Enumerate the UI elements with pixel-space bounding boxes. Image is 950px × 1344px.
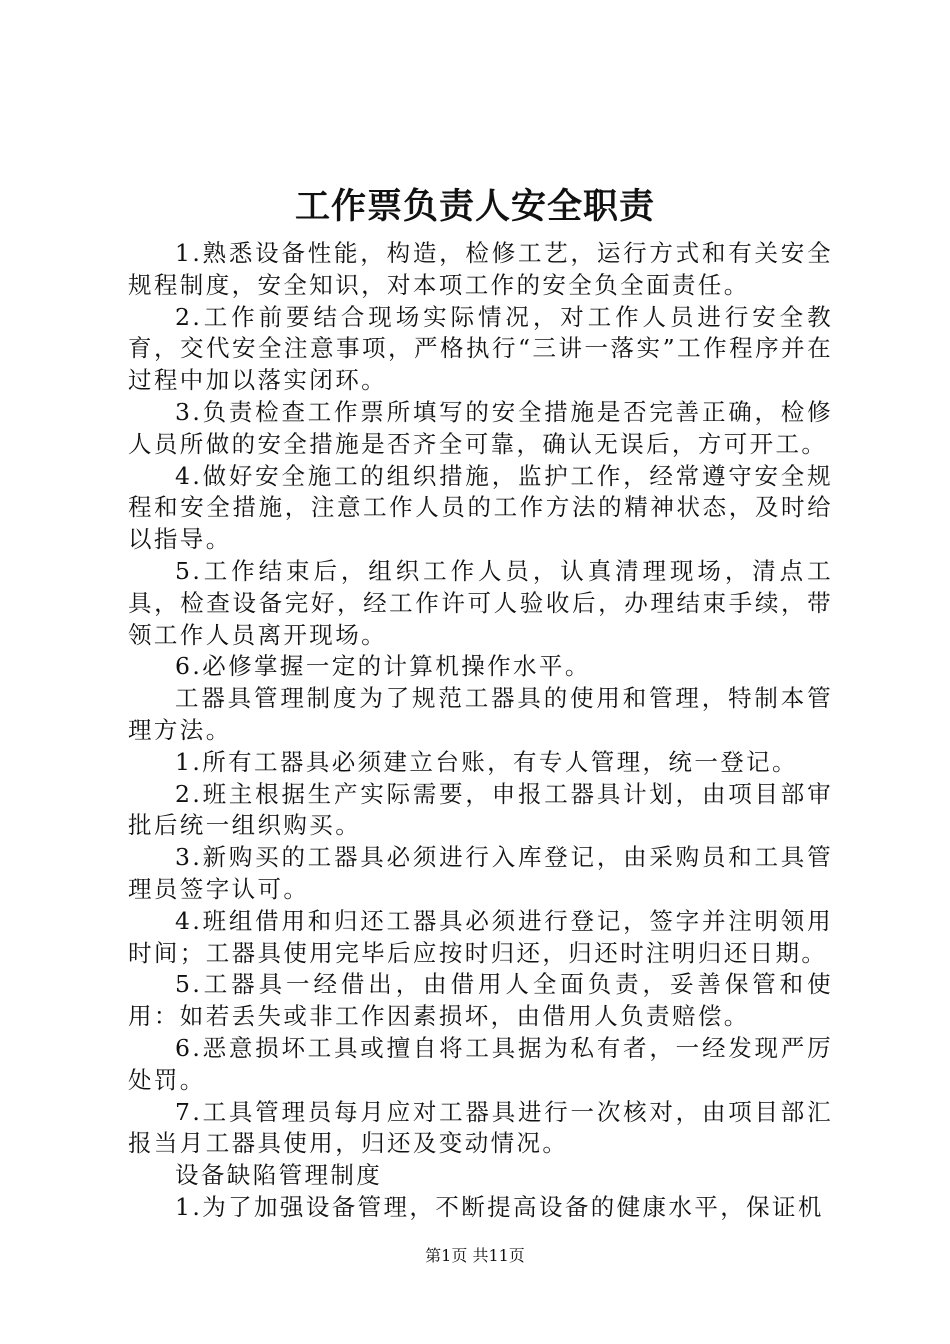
page-number-footer: 第1页 共11页: [425, 1246, 525, 1265]
paragraph-11: 4.班组借用和归还工器具必须进行登记，签字并注明领用时间；工器具使用完毕后应按时归还，归还时注明归还日期。: [128, 906, 833, 967]
paragraph-15: 设备缺陷管理制度: [175, 1161, 383, 1190]
document-body: [128, 238, 833, 1224]
paragraph-10: 3.新购买的工器具必须进行入库登记，由采购员和工具管理员签字认可。: [128, 843, 833, 903]
paragraph-8: 1.所有工器具必须建立台账，有专人管理，统一登记。: [175, 747, 798, 776]
paragraph-16: 1.为了加强设备管理，不断提高设备的健康水平，保证机: [175, 1192, 824, 1221]
paragraph-4: 4.做好安全施工的组织措施，监护工作，经常遵守安全规程和安全措施，注意工作人员的工作方法的精神状态，及时给以指导。: [128, 461, 833, 554]
paragraph-1: 1.熟悉设备性能，构造，检修工艺，运行方式和有关安全规程制度，安全知识，对本项工作的安全负全面责任。: [128, 239, 833, 299]
paragraph-2: 2.工作前要结合现场实际情况，对工作人员进行安全教育，交代安全注意事项，严格执行“三讲一落实”工作程序并在过程中加以落实闭环。: [128, 302, 833, 395]
paragraph-9: 2.班主根据生产实际需要，申报工器具计划，由项目部审批后统一组织购买。: [128, 779, 833, 840]
paragraph-3: 3.负责检查工作票所填写的安全措施是否完善正确，检修人员所做的安全措施是否齐全可靠，确认无误后，方可开工。: [128, 397, 833, 458]
paragraph-12: 5.工器具一经借出，由借用人全面负责，妥善保管和使用：如若丢失或非工作因素损坏，由借用人负责赔偿。: [128, 970, 833, 1031]
paragraph-13: 6.恶意损坏工具或擅自将工具据为私有者，一经发现严厉处罚。: [128, 1033, 833, 1094]
paragraph-6: 6.必修掌握一定的计算机操作水平。: [175, 652, 591, 681]
paragraph-5: 5.工作结束后，组织工作人员，认真清理现场，清点工具，检查设备完好，经工作许可人验收后，办理结束手续，带领工作人员离开现场。: [128, 556, 833, 649]
document-title: 工作票负责人安全职责: [294, 186, 655, 227]
paragraph-14: 7.工具管理员每月应对工器具进行一次核对，由项目部汇报当月工器具使用，归还及变动情况。: [128, 1097, 833, 1158]
paragraph-7: 工器具管理制度为了规范工器具的使用和管理，特制本管理方法。: [128, 684, 833, 744]
